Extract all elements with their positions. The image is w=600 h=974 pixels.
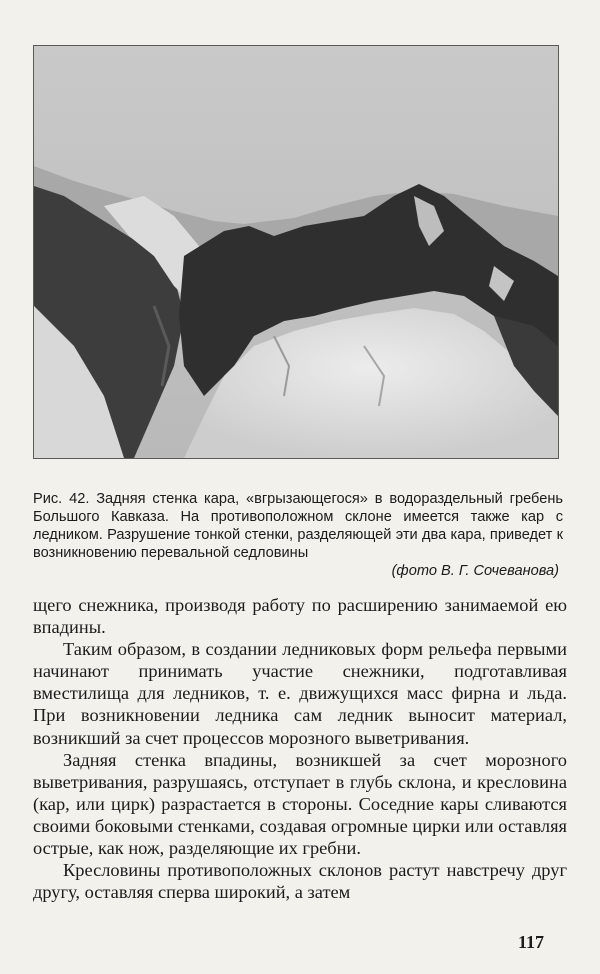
mountain-cirque-photo bbox=[33, 45, 559, 459]
page-number: 117 bbox=[518, 932, 545, 952]
figure-caption bbox=[33, 490, 563, 580]
photo-image bbox=[34, 46, 558, 458]
photo-credit: (фото В. Г. Сочеванова) bbox=[391, 563, 559, 579]
caption-text: Рис. 42. Задняя стенка кара, «вгрызающегося» в водораздельный гребень Большого Кавказа. На противоположном склоне имеется также кар с ледником. Разрушение тонкой стенки, разделяющей эти два кара, приведет к возникновению перевальной седловины bbox=[33, 491, 563, 561]
paragraph: Задняя стенка впадины, возникшей за счет морозного выветривания, разрушаясь, отступает в глубь склона, и кресловина (кар, или цирк) разрастается в стороны. Соседние кары сливаются своими боковыми стенками, создавая огромные цирки или оставляя острые, как нож, разделяющие их гребни. bbox=[33, 749, 567, 859]
paragraph: Кресловины противоположных склонов растут навстречу друг другу, оставляя сперва широкий, а затем bbox=[33, 860, 567, 903]
paragraph: щего снежника, производя работу по расширению занимаемой ею впадины. bbox=[33, 595, 567, 638]
main-text bbox=[33, 594, 567, 903]
paragraph: Таким образом, в создании ледниковых форм рельефа первыми начинают принимать участие снежники, подготавливая вместилища для ледников, т. е. движущихся масс фирна и льда. При возникновении ледника сам ледник выносит материал, возникший за счет процессов морозного выветривания. bbox=[33, 639, 567, 748]
